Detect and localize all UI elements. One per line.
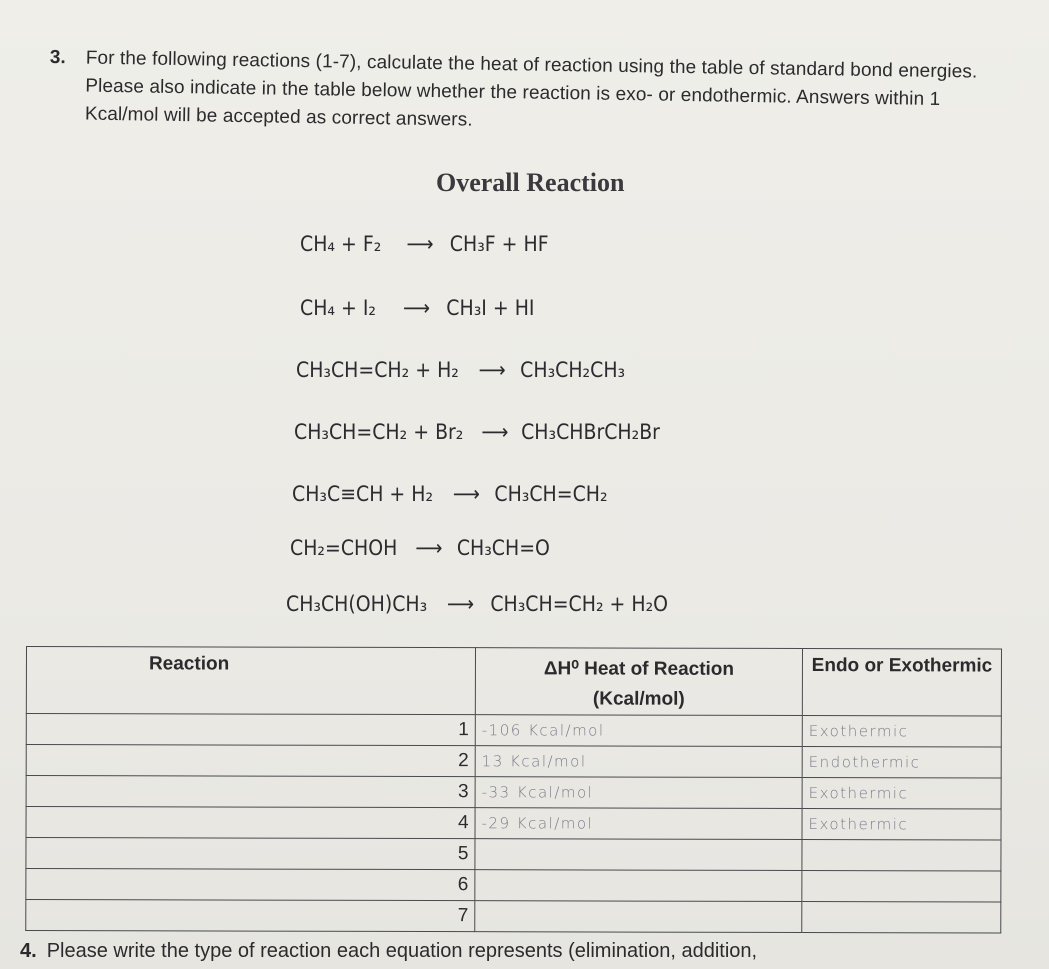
table-row bbox=[26, 838, 1001, 872]
reaction-equation-2 bbox=[300, 296, 534, 320]
heat-answer[interactable] bbox=[475, 870, 802, 902]
reaction-equation-6 bbox=[290, 536, 550, 560]
row-number: 2 bbox=[26, 745, 475, 777]
products: CH₃CH=O bbox=[456, 536, 550, 560]
table-row bbox=[26, 869, 1001, 903]
row-number: 7 bbox=[26, 900, 475, 932]
reaction-equation-3 bbox=[296, 358, 625, 382]
question-3-number: 3. bbox=[49, 46, 66, 69]
reaction-arrow-icon: ⟶ bbox=[478, 358, 506, 382]
overall-reaction-title: Overall Reaction bbox=[436, 168, 625, 197]
products: CH₃F + HF bbox=[449, 232, 549, 256]
type-answer[interactable]: Exothermic bbox=[802, 716, 1001, 748]
type-answer[interactable]: Exothermic bbox=[802, 778, 1001, 810]
row-number: 5 bbox=[26, 838, 475, 870]
reaction-equation-7 bbox=[286, 592, 668, 616]
reaction-arrow-icon: ⟶ bbox=[447, 592, 475, 616]
answer-table-header bbox=[26, 647, 1001, 717]
row-number: 6 bbox=[26, 869, 475, 901]
heat-answer[interactable]: -33 Kcal/mol bbox=[475, 777, 802, 809]
reaction-equation-5 bbox=[292, 482, 608, 506]
header-heat-of-reaction bbox=[475, 648, 802, 716]
row-number: 4 bbox=[26, 807, 475, 839]
header-heat-line2: (Kcal/mol) bbox=[592, 688, 685, 710]
question-4-text: Please write the type of reaction each equation represents (elimination, addition, bbox=[46, 940, 758, 962]
question-4-number: 4. bbox=[20, 940, 37, 962]
table-row bbox=[26, 745, 1001, 779]
header-heat-line1: ΔH⁰ Heat of Reaction bbox=[543, 658, 735, 680]
products: CH₃CH=CH₂ + H₂O bbox=[490, 592, 669, 616]
table-row bbox=[26, 900, 1001, 934]
heat-answer[interactable] bbox=[475, 901, 802, 933]
header-reaction: Reaction bbox=[26, 647, 475, 715]
question-3 bbox=[49, 44, 1000, 143]
reactants: CH₃C≡CH + H₂ bbox=[292, 482, 434, 506]
heat-answer[interactable] bbox=[475, 839, 802, 871]
row-number: 3 bbox=[26, 776, 475, 808]
type-answer[interactable] bbox=[802, 902, 1001, 934]
question-3-text: For the following reactions (1-7), calculate the heat of reaction using the table of standard bond energies. Please also indicate in the table below whether the reaction is exo- or endothermic. Answers within 1 Kcal/mol will be accepted as correct answers. bbox=[84, 47, 978, 131]
reaction-arrow-icon: ⟶ bbox=[406, 232, 434, 256]
reaction-equation-4 bbox=[294, 420, 660, 444]
reaction-arrow-icon: ⟶ bbox=[452, 482, 480, 506]
reaction-arrow-icon: ⟶ bbox=[415, 536, 443, 560]
heat-answer[interactable]: -29 Kcal/mol bbox=[475, 808, 802, 840]
table-row bbox=[26, 714, 1001, 748]
reactants: CH₄ + I₂ bbox=[300, 296, 376, 320]
question-4 bbox=[20, 940, 757, 963]
type-answer[interactable] bbox=[802, 871, 1001, 903]
type-answer[interactable]: Exothermic bbox=[802, 809, 1001, 841]
products: CH₃CHBrCH₂Br bbox=[521, 420, 660, 444]
header-endo-exo: Endo or Exothermic bbox=[802, 649, 1001, 717]
heat-answer[interactable]: 13 Kcal/mol bbox=[475, 746, 802, 778]
answer-table bbox=[25, 646, 1002, 934]
heat-answer[interactable]: -106 Kcal/mol bbox=[475, 715, 802, 747]
table-row bbox=[26, 776, 1001, 810]
products: CH₃CH₂CH₃ bbox=[520, 358, 626, 382]
type-answer[interactable]: Endothermic bbox=[802, 747, 1001, 779]
products: CH₃I + HI bbox=[446, 296, 535, 320]
reaction-arrow-icon: ⟶ bbox=[481, 420, 509, 444]
reaction-equation-1 bbox=[300, 232, 549, 256]
reactants: CH₂=CHOH bbox=[290, 536, 398, 560]
reactants: CH₃CH=CH₂ + Br₂ bbox=[294, 420, 464, 444]
table-row bbox=[26, 807, 1001, 841]
reactants: CH₃CH(OH)CH₃ bbox=[286, 592, 428, 616]
products: CH₃CH=CH₂ bbox=[494, 482, 608, 506]
type-answer[interactable] bbox=[802, 840, 1001, 872]
reaction-arrow-icon: ⟶ bbox=[402, 296, 431, 320]
reactants: CH₃CH=CH₂ + H₂ bbox=[296, 358, 459, 382]
reactants: CH₄ + F₂ bbox=[300, 232, 382, 256]
row-number: 1 bbox=[26, 714, 475, 746]
